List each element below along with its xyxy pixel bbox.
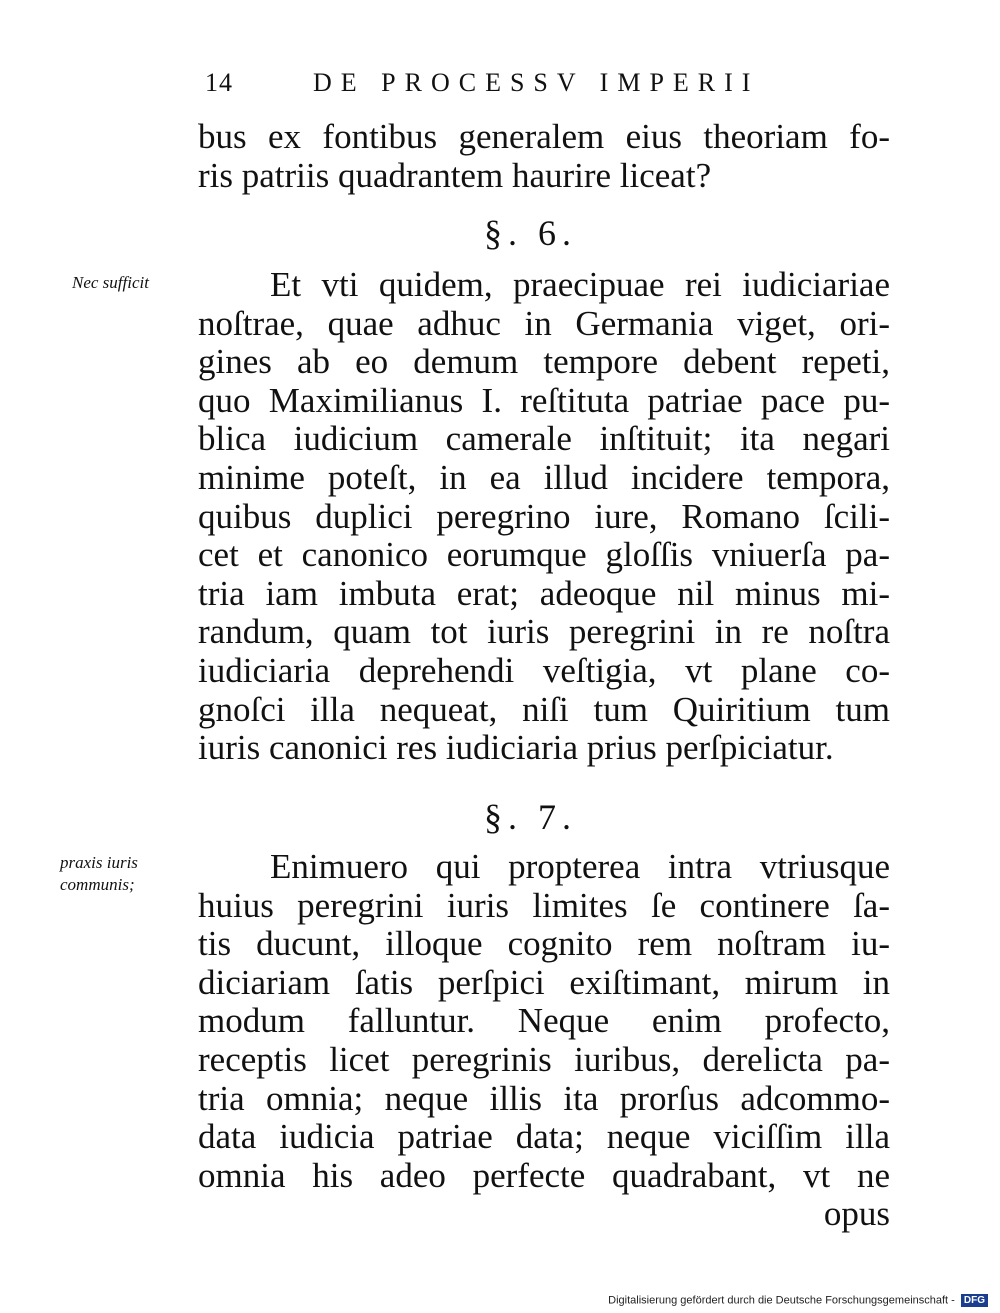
text-line: quo Maximilianus I. reſtituta patriae pace pu- [198, 380, 890, 420]
text-line: tria iam imbuta erat; adeoque nil minus mi- [198, 573, 890, 613]
text-line: cet et canonico eorumque gloſſis vniuerſa pa- [198, 535, 890, 575]
catchword: opus [823, 1194, 890, 1234]
text-line: iudiciaria deprehendi veſtigia, vt plane co- [198, 650, 890, 690]
text-line: ris patriis quadrantem haurire liceat? [198, 155, 712, 195]
text-line: Et vti quidem, praecipuae rei iudiciariae [270, 265, 890, 304]
text-line: tria omnia; neque illis ita prorſus adcommo- [198, 1078, 890, 1118]
text-line: bus ex fontibus generalem eius theoriam fo- [198, 117, 890, 156]
margin-note-line: communis; [60, 875, 135, 894]
text-line: gnoſci illa nequeat, niſi tum Quiritium tum [198, 689, 890, 729]
text-line: blica iudicium camerale inſtituit; ita negari [198, 419, 890, 459]
text-line: data iudicia patriae data; neque viciſſim illa [198, 1117, 890, 1157]
section-6-paragraph [198, 266, 890, 768]
margin-note-line: praxis iuris [60, 853, 138, 872]
text-line: Enimuero qui propterea intra vtriusque [270, 847, 890, 886]
continuation-paragraph [198, 118, 890, 195]
digitization-credit [608, 1294, 988, 1307]
running-title: DE PROCESSV IMPERII [313, 68, 760, 97]
section-7-paragraph [198, 848, 890, 1234]
page-number: 14 [205, 68, 233, 97]
text-line: noſtrae, quae adhuc in Germania viget, ori- [198, 303, 890, 343]
section-6-heading: §. 6. [484, 213, 577, 253]
dfg-logo: DFG [961, 1294, 988, 1307]
credit-text: Digitalisierung gefördert durch die Deutsche Forschungsgemeinschaft - [608, 1294, 955, 1307]
margin-note-section-6 [72, 272, 149, 294]
text-line: omnia his adeo perfecte quadrabant, vt ne [198, 1155, 890, 1195]
text-line: iuris canonici res iudiciaria prius perſpiciatur. [198, 728, 834, 768]
text-line: minime poteſt, in ea illud incidere tempora, [198, 457, 890, 497]
text-line: gines ab eo demum tempore debent repeti, [198, 342, 890, 382]
text-line: huius peregrini iuris limites ſe continere ſa- [198, 885, 890, 925]
margin-note-line: Nec sufficit [72, 273, 149, 292]
text-line: quibus duplici peregrino iure, Romano ſcili- [198, 496, 890, 536]
text-line: tis ducunt, illoque cognito rem noſtram iu- [198, 924, 890, 964]
text-line: randum, quam tot iuris peregrini in re noſtra [198, 612, 890, 652]
section-7-heading: §. 7. [484, 797, 577, 837]
running-head [205, 62, 785, 102]
text-line: modum falluntur. Neque enim profecto, [198, 1001, 890, 1041]
margin-note-section-7 [60, 852, 138, 896]
text-line: diciariam ſatis perſpici exiſtimant, mirum in [198, 962, 890, 1002]
text-line: receptis licet peregrinis iuribus, derelicta pa- [198, 1039, 890, 1079]
